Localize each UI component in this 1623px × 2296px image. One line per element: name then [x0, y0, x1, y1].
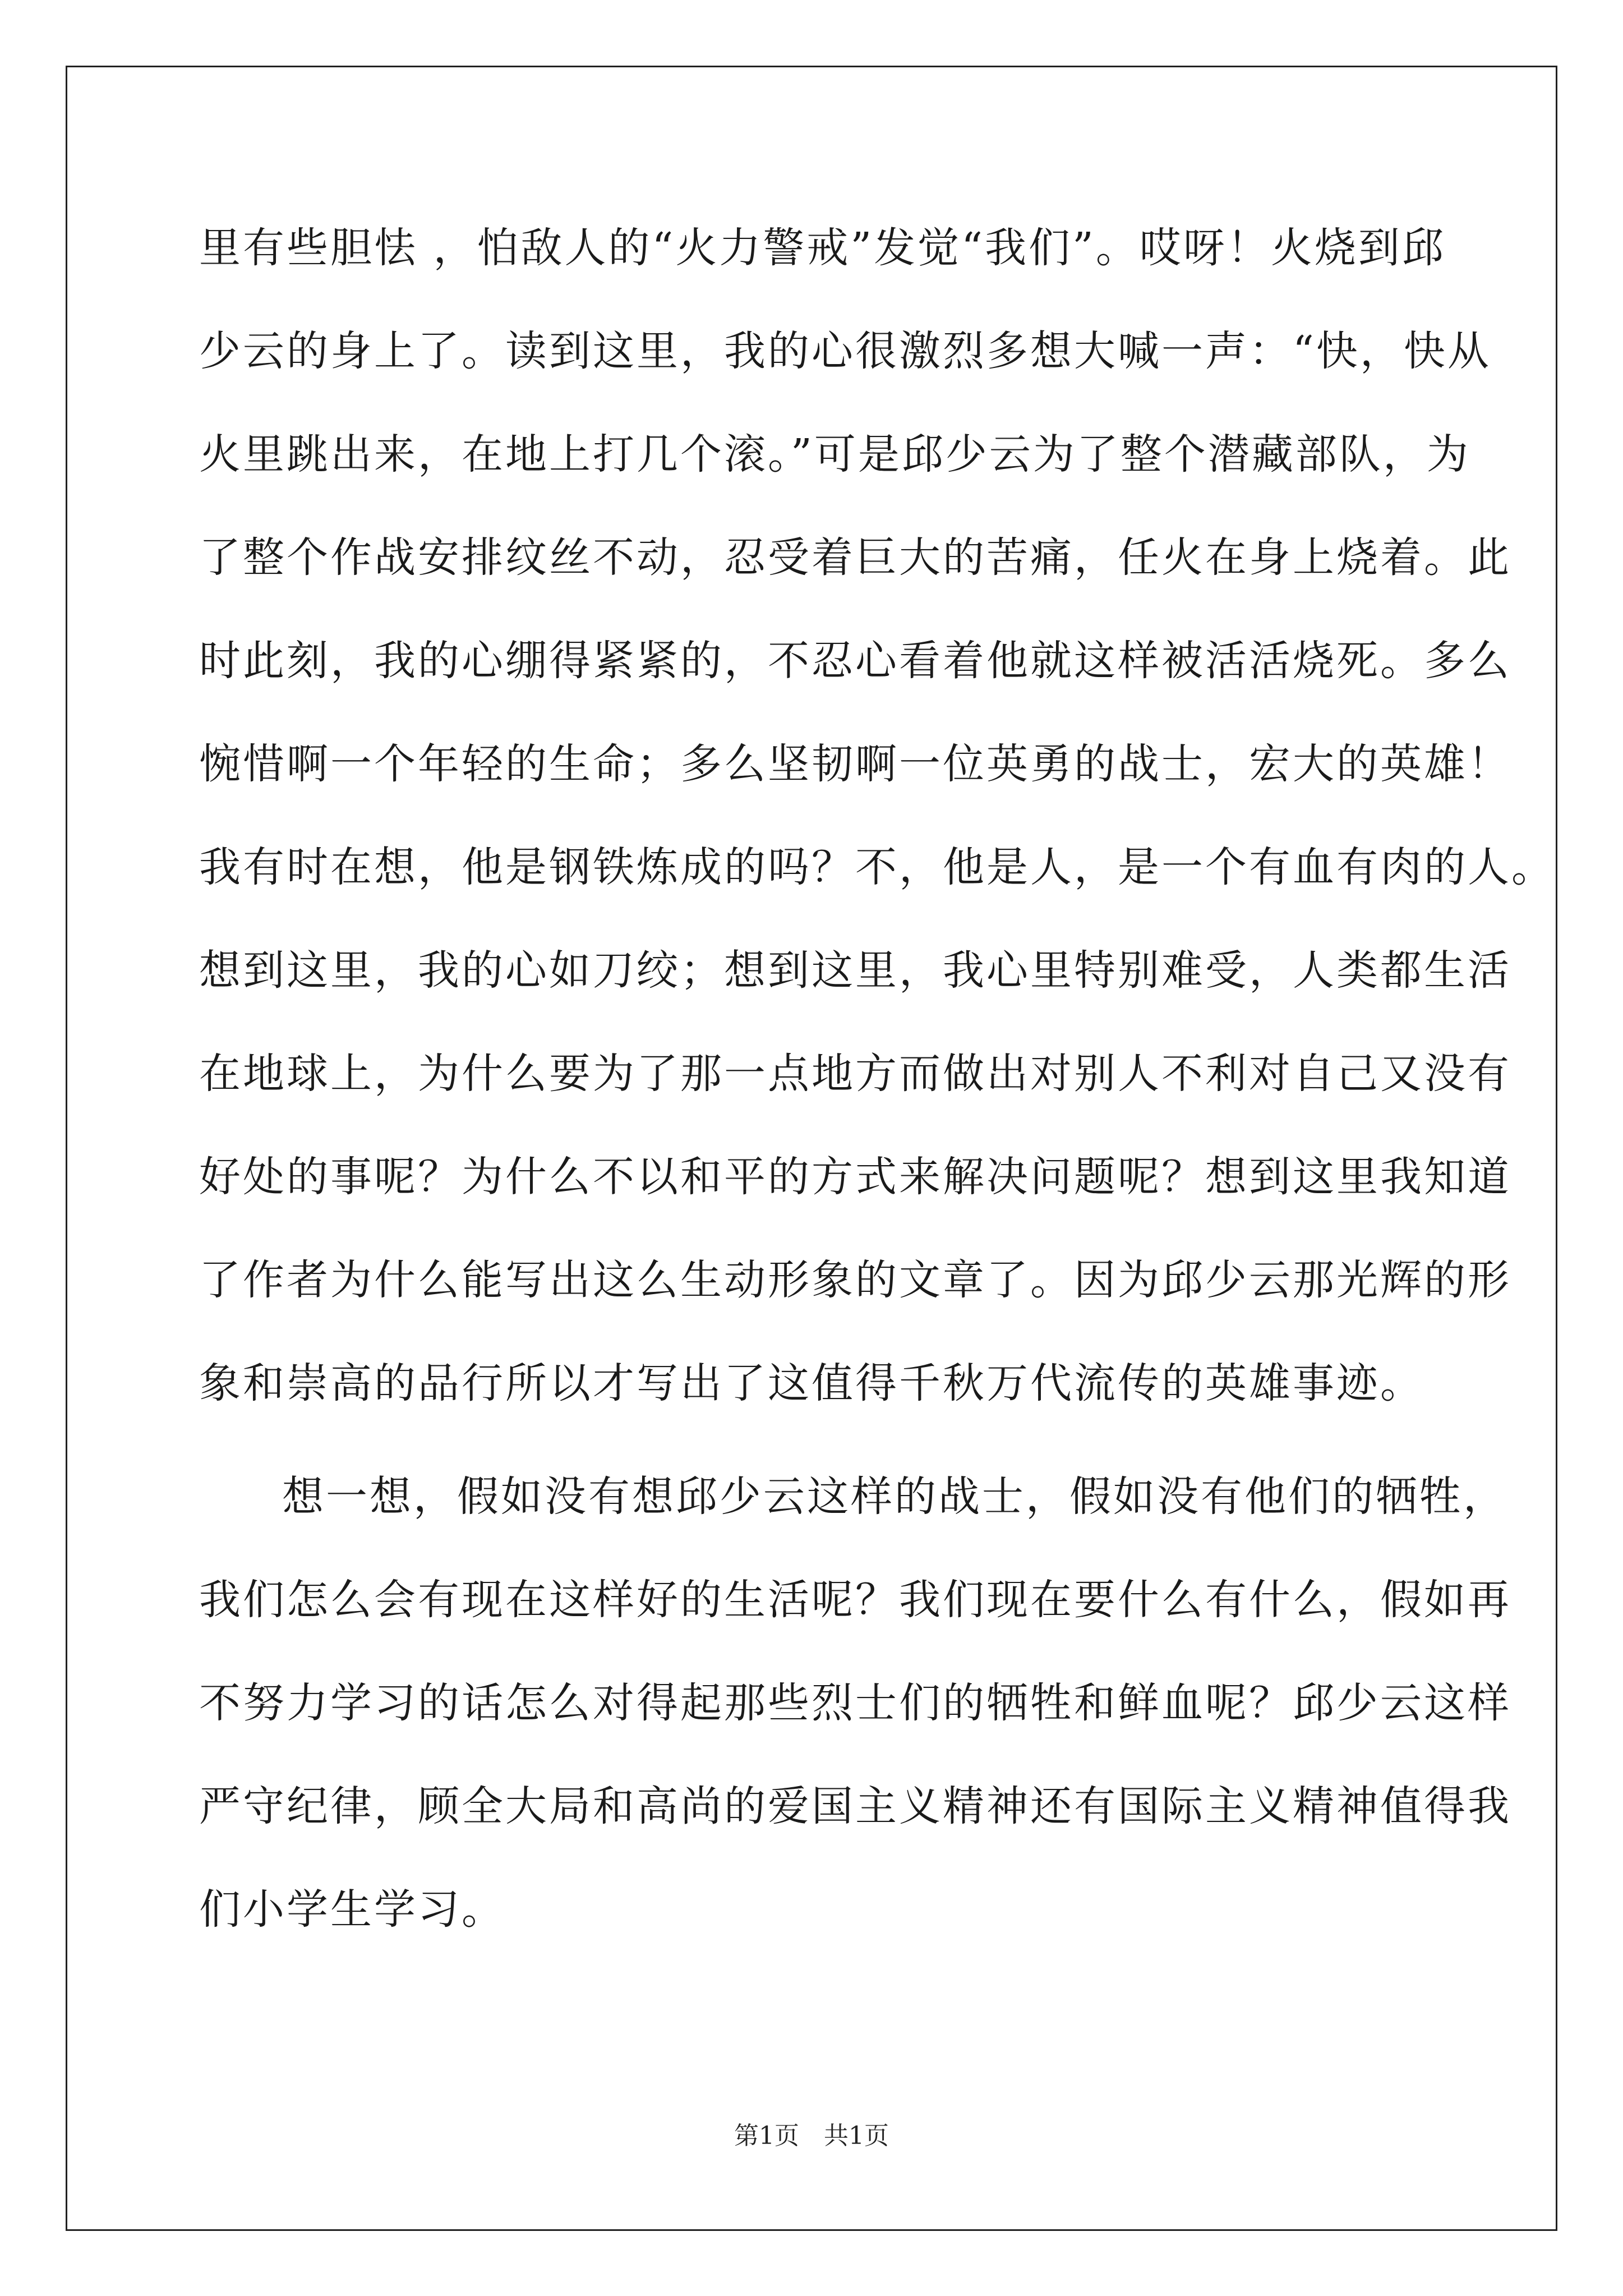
text-line: 我有时在想，他是钢铁炼成的吗？不，他是人，是一个有血有肉的人。: [199, 843, 1555, 891]
text-line: 严守纪律，顾全大局和高尚的爱国主义精神还有国际主义精神值得我: [199, 1782, 1511, 1830]
text-line: 好处的事呢？为什么不以和平的方式来解决问题呢？想到这里我知道: [199, 1153, 1511, 1201]
text-line: 惋惜啊一个年轻的生命；多么坚韧啊一位英勇的战士，宏大的英雄！: [199, 740, 1511, 788]
text-line: 时此刻，我的心绷得紧紧的，不忍心看着他就这样被活活烧死。多么: [199, 637, 1511, 685]
paragraph-first-line: 想一想，假如没有想邱少云这样的战士，假如没有他们的牺牲，: [282, 1473, 1507, 1521]
text-line: 在地球上，为什么要为了那一点地方而做出对别人不利对自己又没有: [199, 1050, 1511, 1098]
document-body: [199, 220, 1555, 1985]
text-line: 火里跳出来，在地上打几个滚。”可是邱少云为了整个潜藏部队，为: [199, 430, 1470, 478]
text-line: 想到这里，我的心如刀绞；想到这里，我心里特别难受，人类都生活: [199, 946, 1511, 995]
text-line: 们小学生学习。: [199, 1885, 505, 1934]
text-line: 少云的身上了。读到这里，我的心很激烈多想大喊一声：“快，快从: [199, 327, 1491, 375]
text-line: 不努力学习的话怎么对得起那些烈士们的牺牲和鲜血呢？邱少云这样: [199, 1679, 1511, 1727]
text-line: 了作者为什么能写出这么生动形象的文章了。因为邱少云那光辉的形: [199, 1256, 1511, 1304]
text-line: 了整个作战安排纹丝不动，忍受着巨大的苦痛，任火在身上烧着。此: [199, 533, 1511, 582]
text-line: 里有些胆怯 ，怕敌人的“火力警戒”发觉“我们”。哎呀！火烧到邱: [199, 224, 1446, 272]
text-line: 我们怎么会有现在这样好的生活呢？我们现在要什么有什么，假如再: [199, 1576, 1511, 1624]
page-footer: 第1页 共1页: [734, 2122, 889, 2150]
text-line: 象和崇高的品行所以才写出了这值得千秋万代流传的英雄事迹。: [199, 1359, 1424, 1407]
